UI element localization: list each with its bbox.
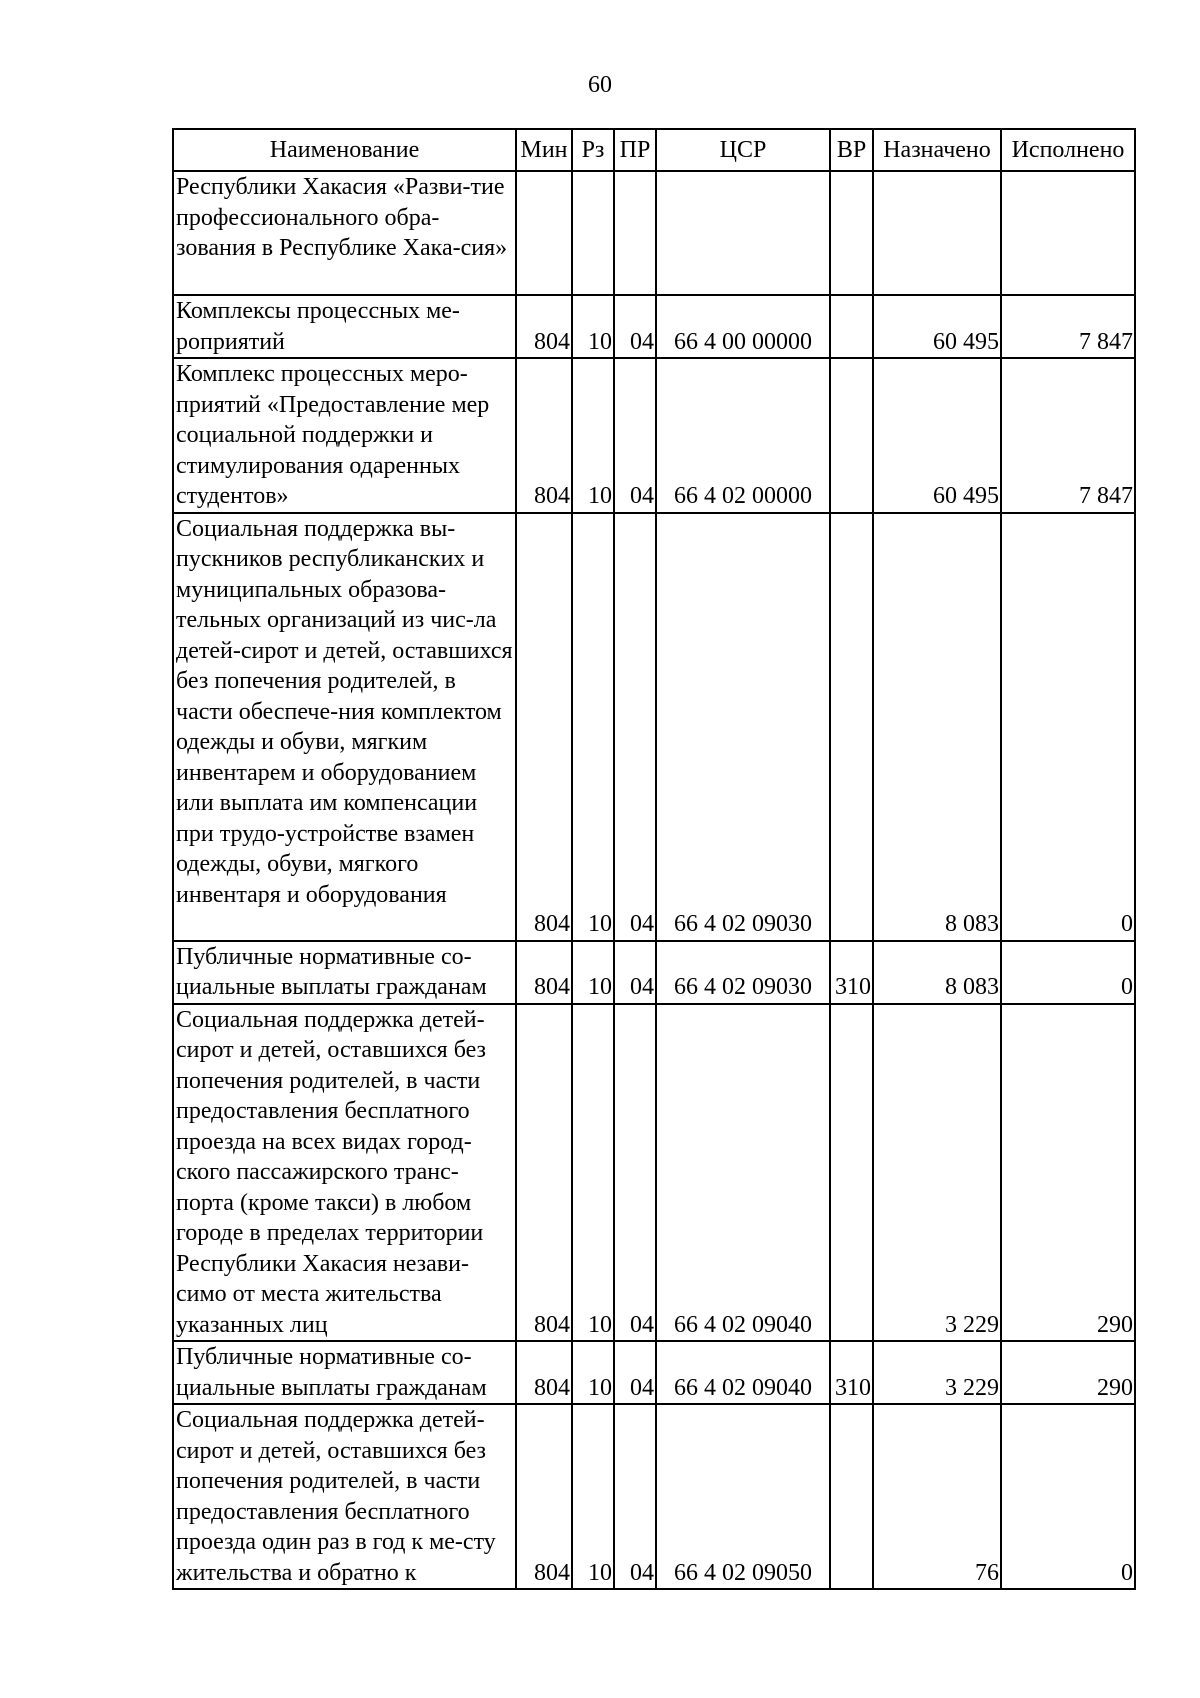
row-name: Публичные нормативные со-циальные выплаты гражданам bbox=[173, 1341, 516, 1404]
row-vr bbox=[830, 295, 873, 358]
row-naznacheno: 8 083 bbox=[873, 513, 1001, 941]
page-number: 60 bbox=[588, 72, 612, 98]
row-vr bbox=[830, 513, 873, 941]
table-row bbox=[173, 171, 1135, 295]
row-rz: 10 bbox=[572, 1341, 614, 1404]
row-min: 804 bbox=[516, 1404, 572, 1589]
header-ispolneno: Исполнено bbox=[1001, 129, 1135, 171]
table-row bbox=[173, 1341, 1135, 1404]
row-naznacheno: 3 229 bbox=[873, 1341, 1001, 1404]
row-min: 804 bbox=[516, 1341, 572, 1404]
row-csr bbox=[656, 171, 830, 295]
row-rz: 10 bbox=[572, 1004, 614, 1342]
row-vr: 310 bbox=[830, 941, 873, 1004]
row-ispolneno bbox=[1001, 171, 1135, 295]
row-min: 804 bbox=[516, 1004, 572, 1342]
row-pr: 04 bbox=[614, 1004, 656, 1342]
row-ispolneno: 290 bbox=[1001, 1004, 1135, 1342]
row-csr: 66 4 02 09040 bbox=[656, 1004, 830, 1342]
header-csr: ЦСР bbox=[656, 129, 830, 171]
row-vr bbox=[830, 1004, 873, 1342]
row-name: Публичные нормативные со-циальные выплаты гражданам bbox=[173, 941, 516, 1004]
header-pr: ПР bbox=[614, 129, 656, 171]
row-ispolneno: 7 847 bbox=[1001, 358, 1135, 513]
row-name: Социальная поддержка вы-пускников республиканских и муниципальных образова-тельных организаций из чис-ла детей-сирот и детей, оставшихся без попечения родителей, в части обеспече-ния комплектом одежды и обуви, мягким инвентарем и оборудованием или выплата им компенсации при трудо-устройстве взамен одежды, обуви, мягкого инвентаря и оборудования bbox=[173, 513, 516, 941]
row-min: 804 bbox=[516, 513, 572, 941]
table-row bbox=[173, 1004, 1135, 1342]
header-vr: ВР bbox=[830, 129, 873, 171]
row-naznacheno: 60 495 bbox=[873, 358, 1001, 513]
row-name: Социальная поддержка детей-сирот и детей, оставшихся без попечения родителей, в части предоставления бесплатного проезда на всех видах город-ского пассажирского транс-порта (кроме такси) в любом городе в пределах территории Республики Хакасия незави-симо от места жительства указанных лиц bbox=[173, 1004, 516, 1342]
row-naznacheno: 60 495 bbox=[873, 295, 1001, 358]
row-rz: 10 bbox=[572, 358, 614, 513]
row-pr bbox=[614, 171, 656, 295]
row-naznacheno: 76 bbox=[873, 1404, 1001, 1589]
table-row bbox=[173, 513, 1135, 941]
row-min: 804 bbox=[516, 295, 572, 358]
row-vr bbox=[830, 1404, 873, 1589]
header-name: Наименование bbox=[173, 129, 516, 171]
row-name: Республики Хакасия «Разви-тие профессионального обра-зования в Республике Хака-сия» bbox=[173, 171, 516, 295]
budget-table bbox=[172, 128, 1136, 1590]
row-csr: 66 4 02 09030 bbox=[656, 513, 830, 941]
table-header-row bbox=[173, 129, 1135, 171]
row-pr: 04 bbox=[614, 941, 656, 1004]
row-csr: 66 4 02 09050 bbox=[656, 1404, 830, 1589]
header-rz: Рз bbox=[572, 129, 614, 171]
table-row bbox=[173, 358, 1135, 513]
row-rz: 10 bbox=[572, 513, 614, 941]
row-ispolneno: 290 bbox=[1001, 1341, 1135, 1404]
row-pr: 04 bbox=[614, 1404, 656, 1589]
row-vr bbox=[830, 358, 873, 513]
row-min: 804 bbox=[516, 358, 572, 513]
row-naznacheno bbox=[873, 171, 1001, 295]
row-ispolneno: 0 bbox=[1001, 513, 1135, 941]
row-ispolneno: 0 bbox=[1001, 941, 1135, 1004]
row-rz: 10 bbox=[572, 941, 614, 1004]
row-csr: 66 4 02 09030 bbox=[656, 941, 830, 1004]
header-min: Мин bbox=[516, 129, 572, 171]
row-csr: 66 4 02 09040 bbox=[656, 1341, 830, 1404]
table-row bbox=[173, 295, 1135, 358]
row-name: Социальная поддержка детей-сирот и детей, оставшихся без попечения родителей, в части предоставления бесплатного проезда один раз в год к ме-сту жительства и обратно к bbox=[173, 1404, 516, 1589]
row-naznacheno: 8 083 bbox=[873, 941, 1001, 1004]
row-ispolneno: 0 bbox=[1001, 1404, 1135, 1589]
row-naznacheno: 3 229 bbox=[873, 1004, 1001, 1342]
row-csr: 66 4 02 00000 bbox=[656, 358, 830, 513]
row-rz bbox=[572, 171, 614, 295]
row-min bbox=[516, 171, 572, 295]
row-pr: 04 bbox=[614, 513, 656, 941]
row-ispolneno: 7 847 bbox=[1001, 295, 1135, 358]
row-pr: 04 bbox=[614, 358, 656, 513]
row-pr: 04 bbox=[614, 1341, 656, 1404]
row-vr bbox=[830, 171, 873, 295]
row-vr: 310 bbox=[830, 1341, 873, 1404]
row-rz: 10 bbox=[572, 1404, 614, 1589]
header-naznacheno: Назначено bbox=[873, 129, 1001, 171]
table-row bbox=[173, 941, 1135, 1004]
row-name: Комплексы процессных ме-роприятий bbox=[173, 295, 516, 358]
row-min: 804 bbox=[516, 941, 572, 1004]
row-name: Комплекс процессных меро-приятий «Предоставление мер социальной поддержки и стимулирования одаренных студентов» bbox=[173, 358, 516, 513]
row-pr: 04 bbox=[614, 295, 656, 358]
row-csr: 66 4 00 00000 bbox=[656, 295, 830, 358]
table-row bbox=[173, 1404, 1135, 1589]
row-rz: 10 bbox=[572, 295, 614, 358]
